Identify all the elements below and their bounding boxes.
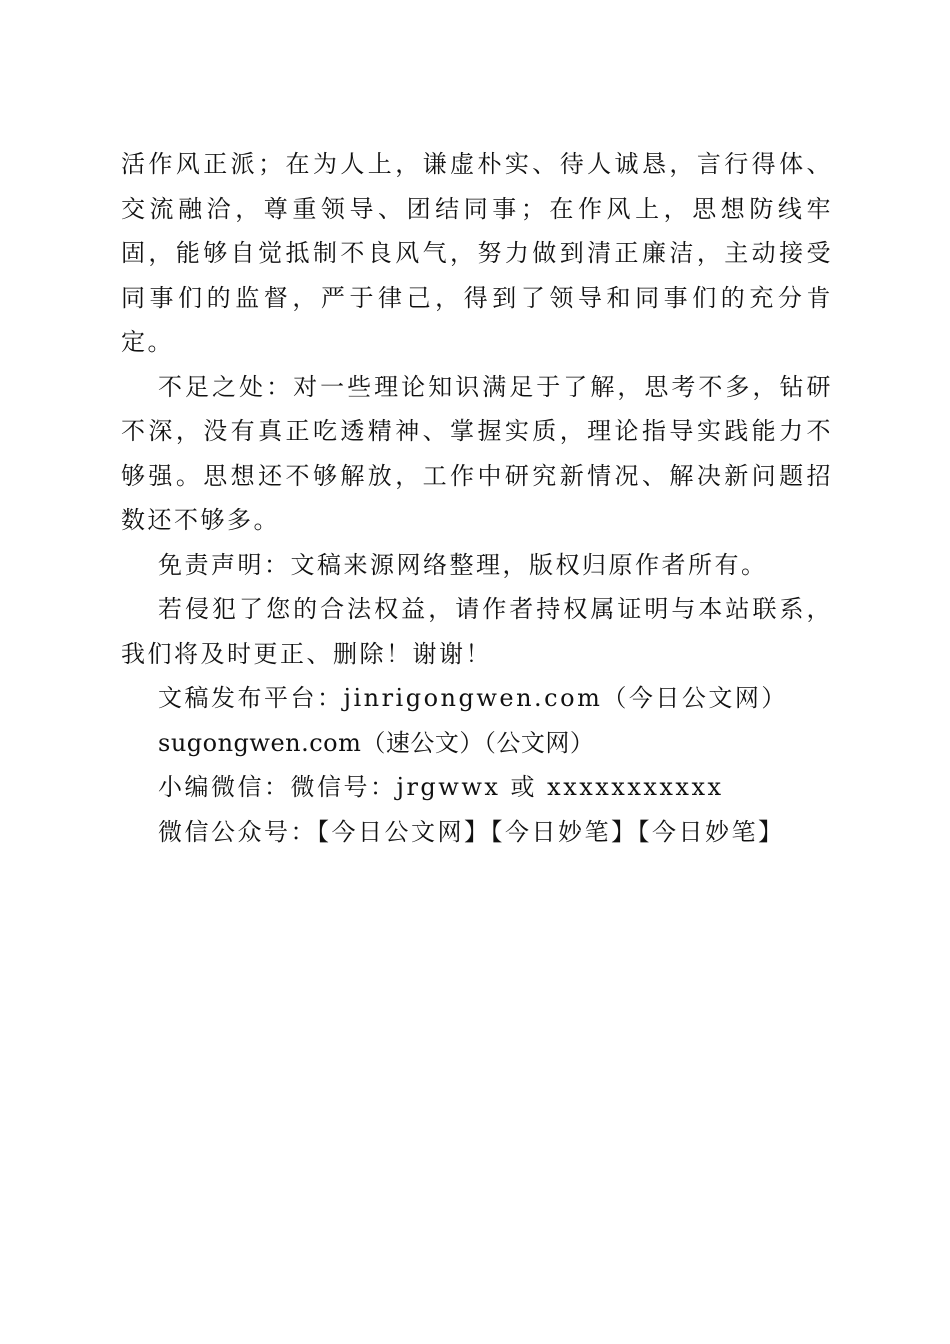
paragraph-shortcomings: 不足之处：对一些理论知识满足于了解，思考不多，钻研不深，没有真正吃透精神、掌握实质，理论指导实践能力不够强。思想还不够解放，工作中研究新情况、解决新问题招数还不够多。 bbox=[121, 372, 833, 534]
paragraph-copyright-notice: 若侵犯了您的合法权益，请作者持权属证明与本站联系，我们将及时更正、删除！谢谢！ bbox=[121, 595, 833, 668]
paragraph-work-style: 活作风正派；在为人上，谦虚朴实、待人诚恳，言行得体、交流融洽，尊重领导、团结同事；在作风上，思想防线牢固，能够自觉抵制不良风气，努力做到清正廉洁，主动接受同事们的监督，严于律己，得到了领导和同事们的充分肯定。 bbox=[121, 150, 833, 356]
footer-wechat-editor: 小编微信：微信号：jrgwwx 或 xxxxxxxxxxx bbox=[158, 773, 724, 801]
paragraph-disclaimer: 免责声明：文稿来源网络整理，版权归原作者所有。 bbox=[158, 550, 768, 579]
document-body bbox=[121, 142, 833, 854]
footer-wechat-public: 微信公众号：【今日公文网】【今日妙笔】【今日妙笔】 bbox=[158, 817, 785, 846]
footer-platform-alt: sugongwen.com（速公文）（公文网） bbox=[158, 728, 595, 757]
footer-platform: 文稿发布平台：jinrigongwen.com（今日公文网） bbox=[158, 684, 788, 712]
